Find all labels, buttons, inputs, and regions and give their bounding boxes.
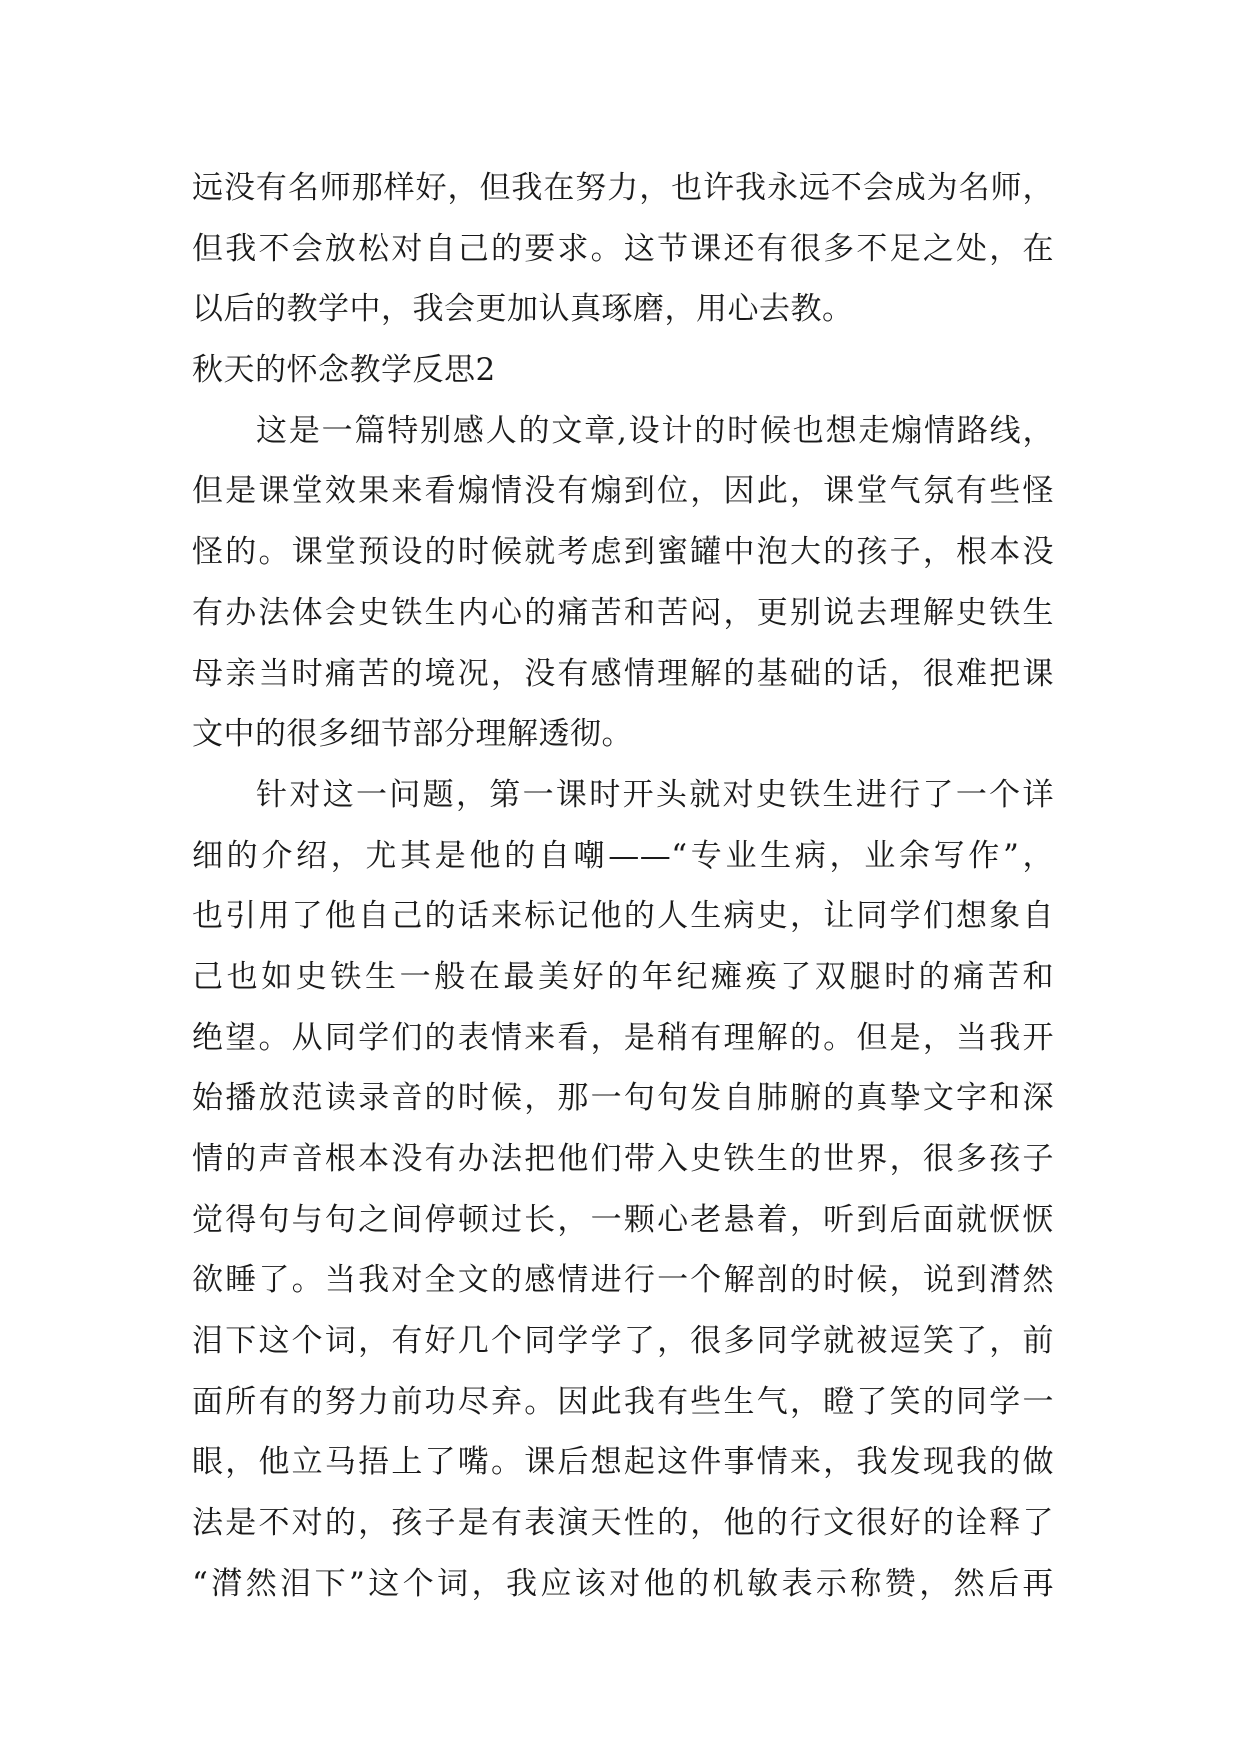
text-line: 欲睡了。当我对全文的感情进行一个解剖的时候，说到潸然 [192,1262,1054,1299]
text-line: 觉得句与句之间停顿过长，一颗心老悬着，听到后面就恹恹 [192,1201,1054,1238]
paragraph-1 [192,401,1054,765]
text-line: 泪下这个词，有好几个同学学了，很多同学就被逗笑了，前 [192,1323,1054,1360]
text-line: 母亲当时痛苦的境况，没有感情理解的基础的话，很难把课 [192,655,1054,692]
text-line: 面所有的努力前功尽弃。因此我有些生气，瞪了笑的同学一 [192,1383,1054,1420]
text-line: 绝望。从同学们的表情来看，是稍有理解的。但是，当我开 [192,1019,1054,1056]
text-line: 这是一篇特别感人的文章,设计的时候也想走煽情路线， [256,412,1054,449]
text-line: 但我不会放松对自己的要求。这节课还有很多不足之处，在 [192,230,1054,267]
text-line: 远没有名师那样好，但我在努力，也许我永远不会成为名师， [192,170,1054,206]
text-line: 细的介绍，尤其是他的自嘲——“专业生病，业余写作”， [192,837,1054,874]
text-line: 始播放范读录音的时候，那一句句发自肺腑的真挚文字和深 [192,1080,1054,1117]
text-line: 情的声音根本没有办法把他们带入史铁生的世界，很多孩子 [192,1141,1054,1177]
text-line: 怪的。课堂预设的时候就考虑到蜜罐中泡大的孩子，根本没 [192,534,1054,571]
text-line: 眼，他立马捂上了嘴。课后想起这件事情来，我发现我的做 [192,1444,1054,1481]
text-line: “潸然泪下”这个词，我应该对他的机敏表示称赞，然后再 [192,1565,1054,1602]
text-line: 也引用了他自己的话来标记他的人生病史，让同学们想象自 [192,898,1054,935]
paragraph-intro [192,158,1054,340]
text-line: 法是不对的，孩子是有表演天性的，他的行文很好的诠释了 [192,1505,1054,1542]
text-line: 但是课堂效果来看煽情没有煽到位，因此，课堂气氛有些怪 [192,473,1054,510]
text-line: 有办法体会史铁生内心的痛苦和苦闷，更别说去理解史铁生 [192,594,1054,631]
text-line: 文中的很多细节部分理解透彻。 [192,716,633,753]
document-body [192,158,1054,1615]
paragraph-2 [192,765,1054,1615]
section-title: 秋天的怀念教学反思2 [192,352,496,389]
text-line: 针对这一问题，第一课时开头就对史铁生进行了一个详 [256,776,1054,813]
text-line: 己也如史铁生一般在最美好的年纪瘫痪了双腿时的痛苦和 [192,958,1054,995]
text-line: 以后的教学中，我会更加认真琢磨，用心去教。 [192,291,854,328]
